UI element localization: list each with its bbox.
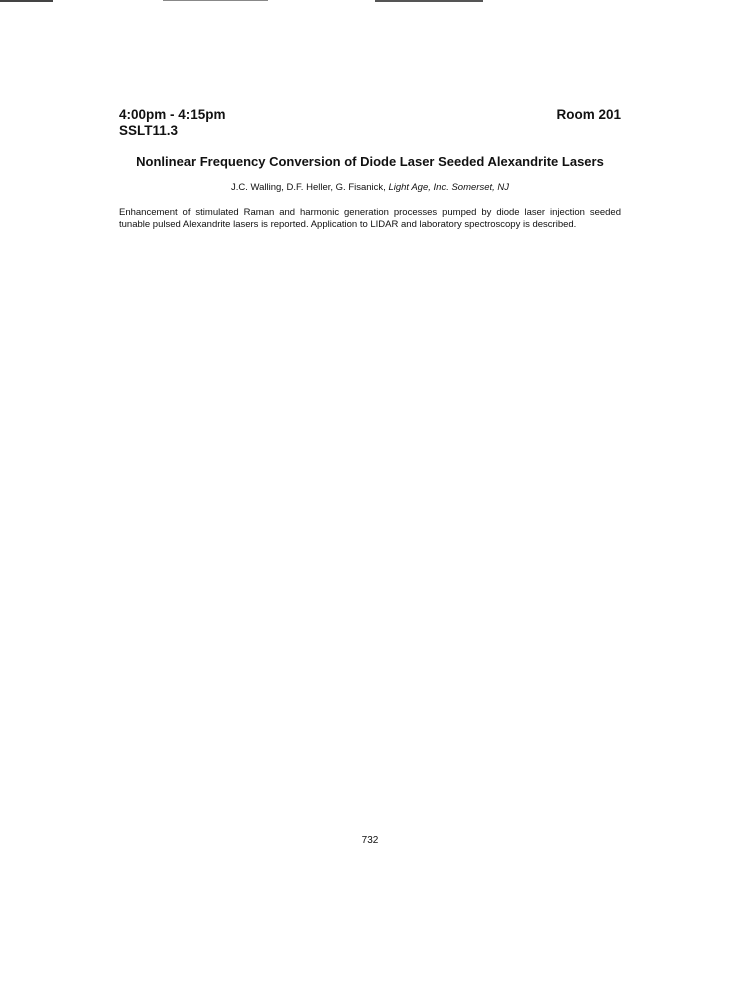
- paper-authors-line: [119, 182, 621, 193]
- scan-artifact-line: [375, 0, 483, 2]
- paper-authors: J.C. Walling, D.F. Heller, G. Fisanick,: [230, 182, 386, 193]
- session-code: SSLT11.3: [119, 123, 179, 138]
- session-time: 4:00pm - 4:15pm: [119, 107, 226, 122]
- scan-artifact-line: [163, 0, 268, 1]
- paper-affiliation: Light Age, Inc. Somerset, NJ: [388, 182, 510, 193]
- page-number: 732: [361, 835, 379, 846]
- scan-artifact-line: [0, 0, 53, 2]
- session-room: Room 201: [556, 107, 621, 122]
- paper-title: Nonlinear Frequency Conversion of Diode Laser Seeded Alexandrite Lasers: [136, 154, 604, 169]
- paper-abstract: Enhancement of stimulated Raman and harmonic generation processes pumped by diode laser injection seeded tunable pulsed Alexandrite lasers is reported. Application to LIDAR and laboratory spectroscopy is described.: [119, 207, 621, 230]
